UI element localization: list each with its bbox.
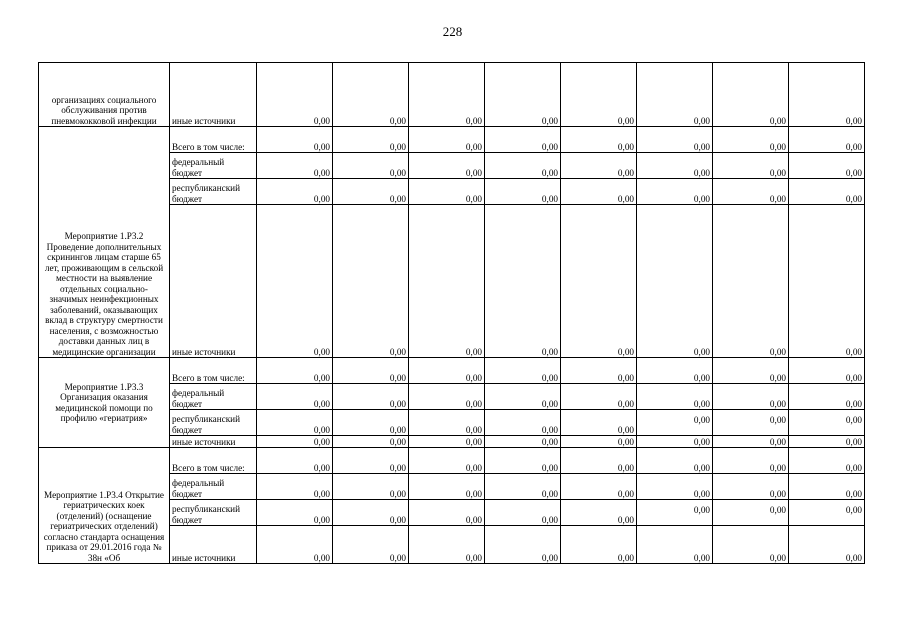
value-cell: 0,00	[713, 63, 789, 127]
value-cell: 0,00	[713, 358, 789, 384]
source-cell: Всего в том числе:	[170, 448, 257, 474]
funding-table	[38, 62, 865, 564]
value-cell: 0,00	[789, 410, 865, 436]
value-cell: 0,00	[637, 153, 713, 179]
value-cell: 0,00	[637, 205, 713, 358]
value-cell: 0,00	[789, 448, 865, 474]
value-cell: 0,00	[789, 358, 865, 384]
value-cell: 0,00	[637, 448, 713, 474]
value-cell: 0,00	[257, 205, 333, 358]
value-cell: 0,00	[637, 358, 713, 384]
value-cell: 0,00	[409, 474, 485, 500]
value-cell: 0,00	[561, 410, 637, 436]
value-cell: 0,00	[257, 384, 333, 410]
value-cell: 0,00	[409, 410, 485, 436]
table-row	[39, 358, 865, 384]
value-cell: 0,00	[485, 436, 561, 448]
value-cell: 0,00	[409, 448, 485, 474]
value-cell: 0,00	[257, 179, 333, 205]
value-cell: 0,00	[333, 358, 409, 384]
value-cell: 0,00	[637, 474, 713, 500]
activity-cell: организациях социального обслуживания против пневмококковой инфекции	[39, 63, 170, 127]
value-cell: 0,00	[257, 127, 333, 153]
value-cell: 0,00	[485, 474, 561, 500]
value-cell: 0,00	[409, 179, 485, 205]
value-cell: 0,00	[333, 127, 409, 153]
value-cell: 0,00	[561, 205, 637, 358]
value-cell: 0,00	[485, 384, 561, 410]
value-cell: 0,00	[713, 384, 789, 410]
value-cell: 0,00	[409, 358, 485, 384]
value-cell: 0,00	[257, 526, 333, 564]
page-number: 228	[442, 24, 463, 39]
value-cell: 0,00	[789, 63, 865, 127]
source-cell: иные источники	[170, 205, 257, 358]
value-cell: 0,00	[257, 358, 333, 384]
value-cell: 0,00	[637, 436, 713, 448]
value-cell: 0,00	[637, 410, 713, 436]
value-cell: 0,00	[561, 127, 637, 153]
value-cell: 0,00	[713, 448, 789, 474]
value-cell: 0,00	[713, 127, 789, 153]
value-cell: 0,00	[485, 127, 561, 153]
value-cell: 0,00	[713, 474, 789, 500]
value-cell: 0,00	[333, 474, 409, 500]
value-cell: 0,00	[713, 500, 789, 526]
value-cell: 0,00	[409, 153, 485, 179]
value-cell: 0,00	[409, 526, 485, 564]
value-cell: 0,00	[485, 153, 561, 179]
value-cell: 0,00	[485, 448, 561, 474]
value-cell: 0,00	[637, 127, 713, 153]
value-cell: 0,00	[713, 410, 789, 436]
value-cell: 0,00	[637, 500, 713, 526]
value-cell: 0,00	[257, 153, 333, 179]
value-cell: 0,00	[637, 384, 713, 410]
value-cell: 0,00	[333, 153, 409, 179]
value-cell: 0,00	[789, 526, 865, 564]
value-cell: 0,00	[637, 63, 713, 127]
value-cell: 0,00	[485, 410, 561, 436]
activity-cell: Мероприятие 1.Р3.4 Открытие гериатрических коек (отделений) (оснащение гериатрических отделений) согласно стандарта оснащения приказа от 29.01.2016 года № 38н «Об	[39, 448, 170, 564]
value-cell: 0,00	[485, 205, 561, 358]
table-row	[39, 63, 865, 127]
value-cell: 0,00	[409, 384, 485, 410]
value-cell: 0,00	[257, 500, 333, 526]
value-cell: 0,00	[409, 205, 485, 358]
value-cell: 0,00	[561, 384, 637, 410]
source-cell: республиканский бюджет	[170, 179, 257, 205]
value-cell: 0,00	[485, 526, 561, 564]
value-cell: 0,00	[561, 153, 637, 179]
value-cell: 0,00	[333, 436, 409, 448]
value-cell: 0,00	[713, 205, 789, 358]
value-cell: 0,00	[637, 526, 713, 564]
value-cell: 0,00	[789, 179, 865, 205]
value-cell: 0,00	[789, 436, 865, 448]
source-cell: иные источники	[170, 436, 257, 448]
value-cell: 0,00	[409, 500, 485, 526]
source-cell: федеральный бюджет	[170, 474, 257, 500]
value-cell: 0,00	[409, 436, 485, 448]
value-cell: 0,00	[561, 526, 637, 564]
value-cell: 0,00	[637, 179, 713, 205]
table-row	[39, 127, 865, 153]
value-cell: 0,00	[257, 448, 333, 474]
table-row	[39, 448, 865, 474]
source-cell: Всего в том числе:	[170, 127, 257, 153]
value-cell: 0,00	[789, 384, 865, 410]
value-cell: 0,00	[713, 153, 789, 179]
value-cell: 0,00	[789, 127, 865, 153]
value-cell: 0,00	[333, 63, 409, 127]
value-cell: 0,00	[789, 205, 865, 358]
value-cell: 0,00	[713, 179, 789, 205]
value-cell: 0,00	[561, 500, 637, 526]
value-cell: 0,00	[713, 526, 789, 564]
source-cell: федеральный бюджет	[170, 153, 257, 179]
value-cell: 0,00	[561, 179, 637, 205]
value-cell: 0,00	[257, 410, 333, 436]
activity-cell: Мероприятие 1.Р3.3 Организация оказания медицинской помощи по профилю «гериатрия»	[39, 358, 170, 448]
value-cell: 0,00	[485, 179, 561, 205]
value-cell: 0,00	[561, 358, 637, 384]
value-cell: 0,00	[713, 436, 789, 448]
value-cell: 0,00	[333, 179, 409, 205]
value-cell: 0,00	[333, 384, 409, 410]
value-cell: 0,00	[333, 448, 409, 474]
value-cell: 0,00	[789, 500, 865, 526]
activity-cell: Мероприятие 1.Р3.2 Проведение дополнительных скринингов лицам старше 65 лет, проживающим в сельской местности на выявление отдельных социально-значимых неинфекционных заболеваний, оказывающих вклад в структуру смертности населения, с возможностью доставки данных лиц в медицинские организации	[39, 127, 170, 358]
source-cell: иные источники	[170, 63, 257, 127]
value-cell: 0,00	[485, 63, 561, 127]
source-cell: федеральный бюджет	[170, 384, 257, 410]
value-cell: 0,00	[333, 205, 409, 358]
value-cell: 0,00	[485, 500, 561, 526]
value-cell: 0,00	[257, 63, 333, 127]
value-cell: 0,00	[561, 63, 637, 127]
source-cell: республиканский бюджет	[170, 410, 257, 436]
source-cell: Всего в том числе:	[170, 358, 257, 384]
value-cell: 0,00	[333, 410, 409, 436]
value-cell: 0,00	[333, 500, 409, 526]
value-cell: 0,00	[257, 436, 333, 448]
value-cell: 0,00	[409, 127, 485, 153]
value-cell: 0,00	[561, 448, 637, 474]
value-cell: 0,00	[789, 153, 865, 179]
value-cell: 0,00	[789, 474, 865, 500]
source-cell: республиканский бюджет	[170, 500, 257, 526]
value-cell: 0,00	[561, 474, 637, 500]
value-cell: 0,00	[333, 526, 409, 564]
value-cell: 0,00	[409, 63, 485, 127]
source-cell: иные источники	[170, 526, 257, 564]
value-cell: 0,00	[257, 474, 333, 500]
value-cell: 0,00	[485, 358, 561, 384]
value-cell: 0,00	[561, 436, 637, 448]
